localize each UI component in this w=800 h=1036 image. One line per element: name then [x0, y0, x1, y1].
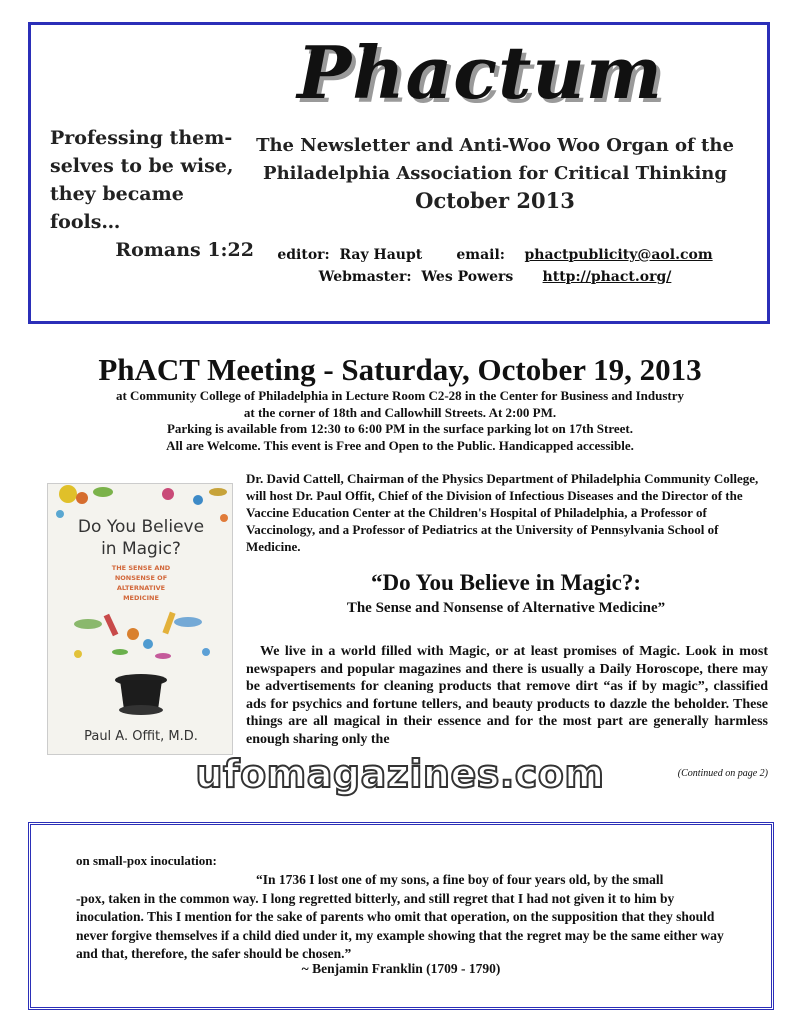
meeting-detail-line: Parking is available from 12:30 to 6:00 PM in the surface parking lot on 17th Street.	[166, 421, 634, 436]
epigraph-line: Professing them-	[50, 127, 233, 149]
subtitle-line: The Newsletter and Anti-Woo Woo Organ of the	[256, 135, 734, 156]
article-body	[246, 643, 768, 748]
book-author: Paul A. Offit, M.D.	[84, 729, 198, 744]
book-subtitle-line: NONSENSE OF	[114, 574, 168, 582]
epigraph-line: selves to be wise,	[50, 155, 234, 177]
franklin-quote-label: on small-pox inoculation:	[76, 853, 217, 868]
subtitle-line: Philadelphia Association for Critical Thinking	[263, 163, 727, 184]
franklin-quote	[76, 871, 726, 964]
website-link[interactable]: http://phact.org/	[542, 269, 672, 285]
watermark: ufomagazines.com	[195, 752, 605, 796]
newsletter-subtitle	[250, 132, 740, 188]
speaker-intro: Dr. David Cattell, Chairman of the Physics Department of Philadelphia Community College, will host Dr. Paul Offit, Chief of the Division of Infectious Diseases and the Director of the Vaccine Education Center at the Children's Hospital of Philadelphia, a Professor of Vaccinology, and a Professor of Pediatrics at the University of Pennsylvania School of Medicine.	[246, 471, 759, 554]
continued-note: (Continued on page 2)	[677, 768, 768, 779]
franklin-quote-first-line: “In 1736 I lost one of my sons, a fine boy of four years old, by the small	[256, 872, 664, 887]
book-cover-art	[48, 484, 233, 755]
meeting-detail-line: at the corner of 18th and Callowhill Streets. At 2:00 PM.	[243, 404, 557, 420]
book-subtitle-line: ALTERNATIVE	[116, 584, 166, 592]
epigraph	[50, 124, 260, 264]
contact-info	[250, 244, 740, 288]
webmaster-row	[250, 266, 740, 288]
talk-title: “Do You Believe in Magic?:	[370, 570, 641, 595]
issue-date: October 2013	[415, 188, 575, 213]
franklin-attribution: ~ Benjamin Franklin (1709 - 1790)	[301, 961, 501, 976]
webmaster-name: Wes Powers	[421, 269, 514, 285]
editor-label: editor:	[277, 247, 330, 263]
meeting-details	[20, 388, 780, 454]
book-title-line: in Magic?	[101, 539, 181, 559]
book-subtitle-line: MEDICINE	[123, 594, 159, 602]
book-title-line: Do You Believe	[77, 517, 205, 537]
talk-subtitle: The Sense and Nonsense of Alternative Medicine”	[346, 600, 666, 616]
article-body-text: We live in a world filled with Magic, or at least promises of Magic. Look in most newspapers and popular magazines and there is usually a Daily Horoscope, there may be advertisements for cleaning products that remove dirt “as if by magic”, classified ads for psychics and fortune tellers, and beauty products to dazzle the beholder. These things are all magical in their essence and for the most part are generally harmless enough sharing only the	[246, 644, 768, 747]
book-cover-image	[47, 483, 233, 755]
email-label: email:	[456, 247, 505, 263]
meeting-detail-line: All are Welcome. This event is Free and Open to the Public. Handicapped accessible.	[166, 437, 634, 453]
epigraph-line: they became fools…	[50, 183, 184, 233]
epigraph-reference: Romans 1:22	[115, 239, 254, 261]
email-link[interactable]: phactpublicity@aol.com	[524, 247, 713, 263]
editor-name: Ray Haupt	[339, 247, 423, 263]
franklin-quote-text: -pox, taken in the common way. I long regretted bitterly, and still regret that I had not given it to him by inoculation. This I mention for the sake of parents who omit that operation, on the supposition that they should never forgive themselves if a child died under it, my example showing that the regret may be the same either way and that, therefore, the safer should be chosen.”	[76, 890, 724, 961]
meeting-title: PhACT Meeting - Saturday, October 19, 2013	[98, 352, 702, 387]
book-subtitle-line: THE SENSE AND	[111, 564, 171, 572]
editor-row	[250, 244, 740, 266]
meeting-detail-line: at Community College of Philadelphia in Lecture Room C2-28 in the Center for Business and Industry	[115, 388, 685, 403]
webmaster-label: Webmaster:	[318, 269, 412, 285]
newsletter-masthead: Phactum	[297, 30, 663, 115]
